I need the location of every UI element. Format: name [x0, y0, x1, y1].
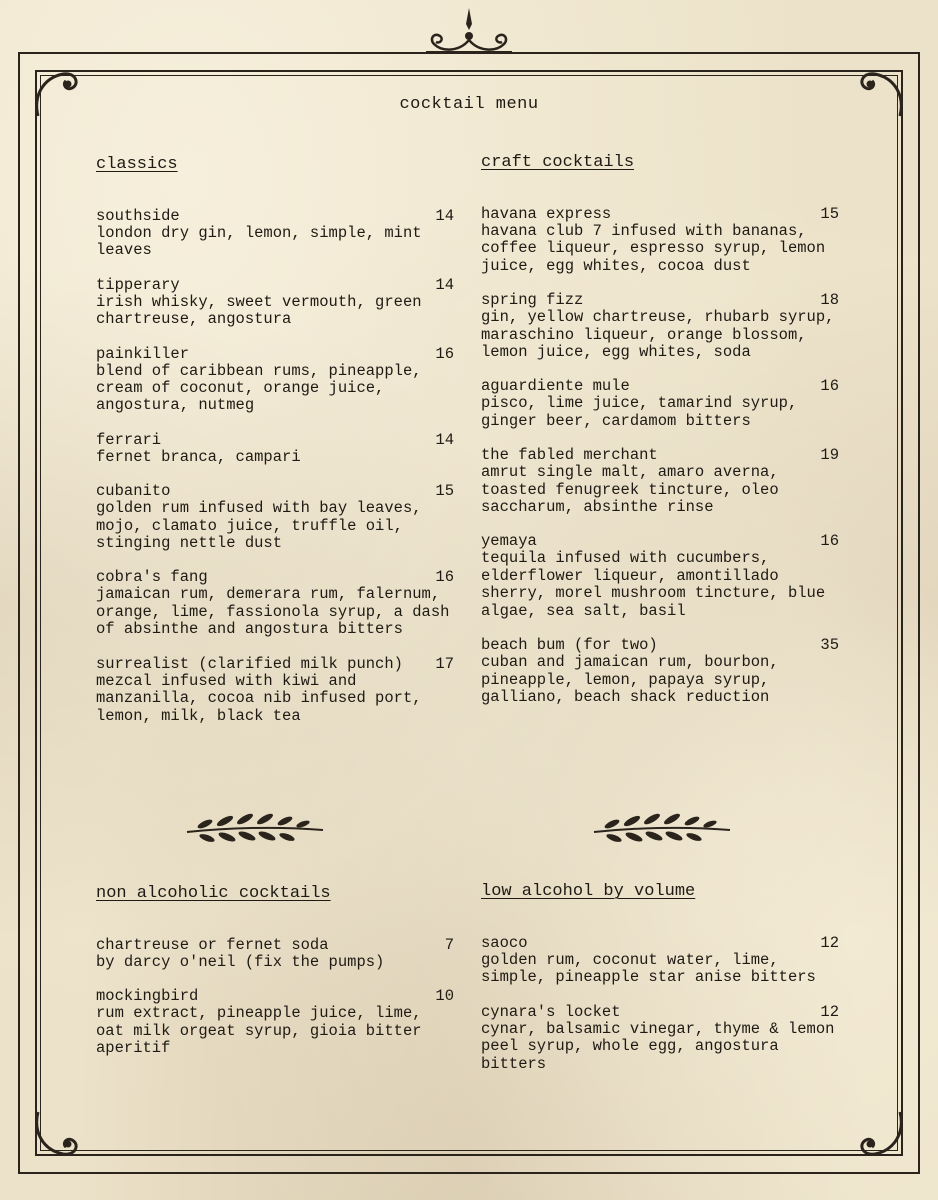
menu-item-name: painkiller [96, 344, 190, 363]
menu-item-header [96, 656, 454, 673]
menu-item [96, 277, 454, 329]
menu-item-price: 14 [435, 430, 454, 449]
corner-scroll-bottom-left [28, 1102, 88, 1162]
menu-item-description: rum extract, pineapple juice, lime, oat milk orgeat syrup, gioia bitter aperitif [96, 1004, 422, 1058]
section-low-abv [481, 882, 839, 1090]
menu-item-description: golden rum infused with bay leaves, mojo, clamato juice, truffle oil, stinging nettle dust [96, 499, 422, 553]
menu-item-description: london dry gin, lemon, simple, mint leaves [96, 224, 422, 260]
menu-item-header [96, 346, 454, 363]
menu-item-description: golden rum, coconut water, lime, simple, pineapple star anise bitters [481, 951, 816, 987]
menu-item-description: fernet branca, campari [96, 447, 301, 466]
menu-item-price: 10 [435, 987, 454, 1006]
item-list [481, 935, 839, 1073]
menu-item-header [96, 988, 454, 1005]
menu-item-description: irish whisky, sweet vermouth, green chartreuse, angostura [96, 292, 422, 329]
item-list [96, 937, 454, 1058]
menu-item [481, 1004, 839, 1073]
menu-item-price: 14 [435, 207, 454, 225]
menu-item-name: cobra's fang [96, 568, 208, 587]
menu-item-header [481, 637, 839, 654]
menu-item-description: pisco, lime juice, tamarind syrup, ginger beer, cardamom bitters [481, 394, 798, 430]
menu-item-name: tipperary [96, 275, 180, 294]
menu-item-header [96, 483, 454, 500]
menu-item-price: 12 [820, 1002, 839, 1021]
menu-item [96, 346, 454, 415]
section-non-alcoholic [96, 884, 454, 1075]
menu-item-name: havana express [481, 205, 612, 223]
menu-item-name: saoco [481, 934, 528, 952]
item-list [481, 206, 839, 706]
menu-item [96, 208, 454, 260]
menu-item-price: 7 [444, 936, 454, 954]
section-classics [96, 155, 454, 742]
menu-item-header [96, 937, 454, 954]
menu-item-description: by darcy o'neil (fix the pumps) [96, 953, 385, 971]
menu-item-header [481, 533, 839, 550]
menu-item-price: 14 [435, 275, 454, 294]
menu-item-header [481, 206, 839, 223]
menu-item-price: 16 [435, 568, 454, 587]
menu-item-name: aguardiente mule [481, 377, 630, 396]
menu-item-header [481, 447, 839, 464]
laurel-sprig-ornament [185, 810, 325, 850]
menu-item-name: spring fizz [481, 291, 584, 310]
menu-item [96, 569, 454, 638]
menu-item [96, 656, 454, 725]
menu-item-description: amrut single malt, amaro averna, toasted fenugreek tincture, oleo saccharum, absinthe rinse [481, 463, 779, 517]
menu-item-header [96, 432, 454, 449]
menu-item-description: tequila infused with cucumbers, elderflower liqueur, amontillado sherry, morel mushroom tincture, blue algae, sea salt, basil [481, 549, 826, 620]
section-heading: non alcoholic cocktails [96, 884, 331, 903]
menu-item-name: mockingbird [96, 987, 199, 1006]
menu-item [481, 533, 839, 620]
menu-item-description: cynar, balsamic vinegar, thyme & lemon peel syrup, whole egg, angostura bitters [481, 1019, 835, 1073]
menu-item-description: havana club 7 infused with bananas, coffee liqueur, espresso syrup, lemon juice, egg whites, cocoa dust [481, 222, 826, 275]
menu-item [481, 378, 839, 430]
menu-item-header [481, 1004, 839, 1021]
menu-item-header [96, 208, 454, 225]
section-heading: low alcohol by volume [481, 882, 696, 901]
menu-item-price: 19 [820, 446, 839, 465]
menu-item [481, 206, 839, 275]
menu-item-header [96, 569, 454, 586]
top-flourish-ornament [424, 6, 514, 54]
section-heading: classics [96, 155, 178, 174]
menu-item-price: 16 [435, 344, 454, 363]
section-craft-cocktails [481, 153, 839, 723]
menu-item-price: 18 [820, 291, 839, 310]
menu-item-name: surrealist (clarified milk punch) [96, 654, 403, 673]
menu-item-description: mezcal infused with kiwi and manzanilla, cocoa nib infused port, lemon, milk, black tea [96, 671, 422, 725]
laurel-sprig-ornament [592, 810, 732, 850]
menu-item-name: beach bum (for two) [481, 636, 658, 655]
menu-item-description: cuban and jamaican rum, bourbon, pineapple, lemon, papaya syrup, galliano, beach shack reduction [481, 653, 779, 706]
menu-item-price: 35 [820, 636, 839, 655]
menu-item-name: ferrari [96, 430, 162, 449]
menu-item-header [96, 277, 454, 294]
menu-item-price: 15 [435, 482, 454, 501]
menu-item-price: 16 [820, 532, 839, 551]
menu-item-name: southside [96, 207, 180, 225]
menu-item [481, 935, 839, 987]
menu-item-header [481, 935, 839, 952]
menu-item [96, 988, 454, 1057]
menu-item-description: blend of caribbean rums, pineapple, cream of coconut, orange juice, angostura, nutmeg [96, 361, 422, 415]
menu-item-name: chartreuse or fernet soda [96, 936, 329, 954]
menu-item-name: cynara's locket [481, 1002, 621, 1021]
menu-item-price: 16 [820, 377, 839, 396]
menu-item-price: 15 [820, 205, 839, 223]
menu-item [481, 447, 839, 516]
menu-item-header [481, 292, 839, 309]
item-list [96, 208, 454, 725]
menu-item-name: yemaya [481, 532, 537, 551]
menu-item-name: cubanito [96, 482, 171, 501]
menu-item [481, 637, 839, 706]
menu-item [96, 483, 454, 552]
menu-item [96, 432, 454, 466]
corner-scroll-bottom-right [850, 1102, 910, 1162]
menu-item-name: the fabled merchant [481, 446, 658, 465]
section-heading: craft cocktails [481, 153, 635, 172]
menu-item [96, 937, 454, 971]
menu-item-description: jamaican rum, demerara rum, falernum, orange, lime, fassionola syrup, a dash of absinthe and angostura bitters [96, 585, 450, 639]
menu-item [481, 292, 839, 361]
menu-item-price: 12 [820, 934, 839, 952]
menu-item-header [481, 378, 839, 395]
menu-item-description: gin, yellow chartreuse, rhubarb syrup, maraschino liqueur, orange blossom, lemon juice, egg whites, soda [481, 308, 835, 362]
menu-title: cocktail menu [399, 95, 539, 114]
menu-item-price: 17 [435, 654, 454, 673]
